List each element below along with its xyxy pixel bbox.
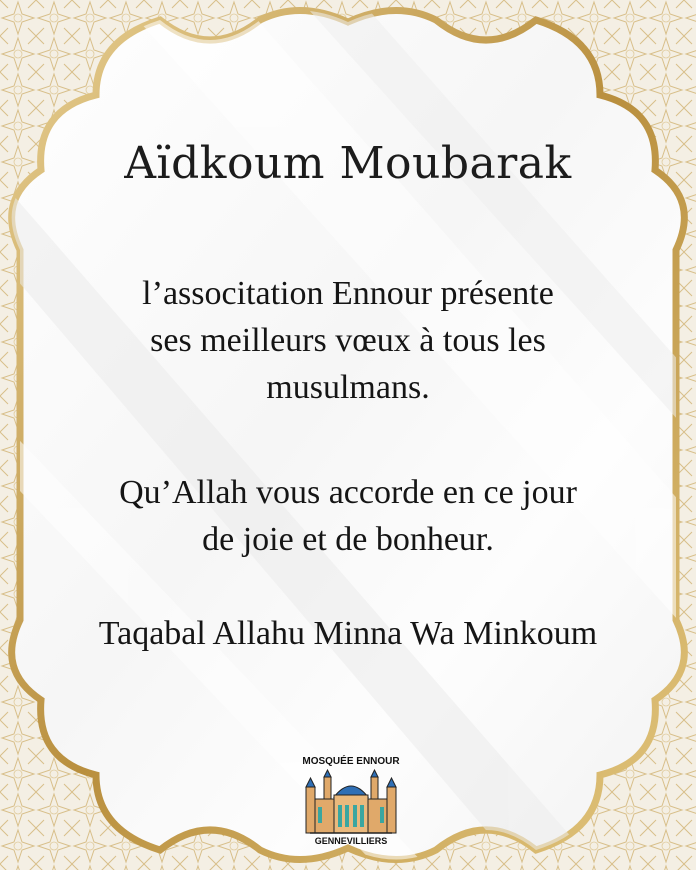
mosque-icon — [300, 769, 402, 835]
paragraph-wishes — [20, 270, 676, 411]
text-line: de joie et de bonheur. — [202, 521, 494, 558]
paragraph-blessing — [20, 610, 676, 657]
logo-name: MOSQUÉE ENNOUR — [302, 756, 400, 767]
text-line: Taqabal Allahu Minna Wa Minkoum — [98, 615, 598, 652]
text-line: Qu’Allah vous accorde en ce jour — [119, 474, 577, 511]
card-title: Aïdkoum Moubarak — [124, 138, 572, 189]
text-line: l’associtation Ennour présente — [142, 275, 554, 312]
text-line: ses meilleurs vœux à tous les — [150, 322, 546, 359]
text-line: musulmans. — [266, 369, 430, 406]
mosque-logo — [296, 756, 406, 852]
logo-city: GENNEVILLIERS — [314, 836, 388, 846]
paragraph-prayer — [20, 469, 676, 563]
